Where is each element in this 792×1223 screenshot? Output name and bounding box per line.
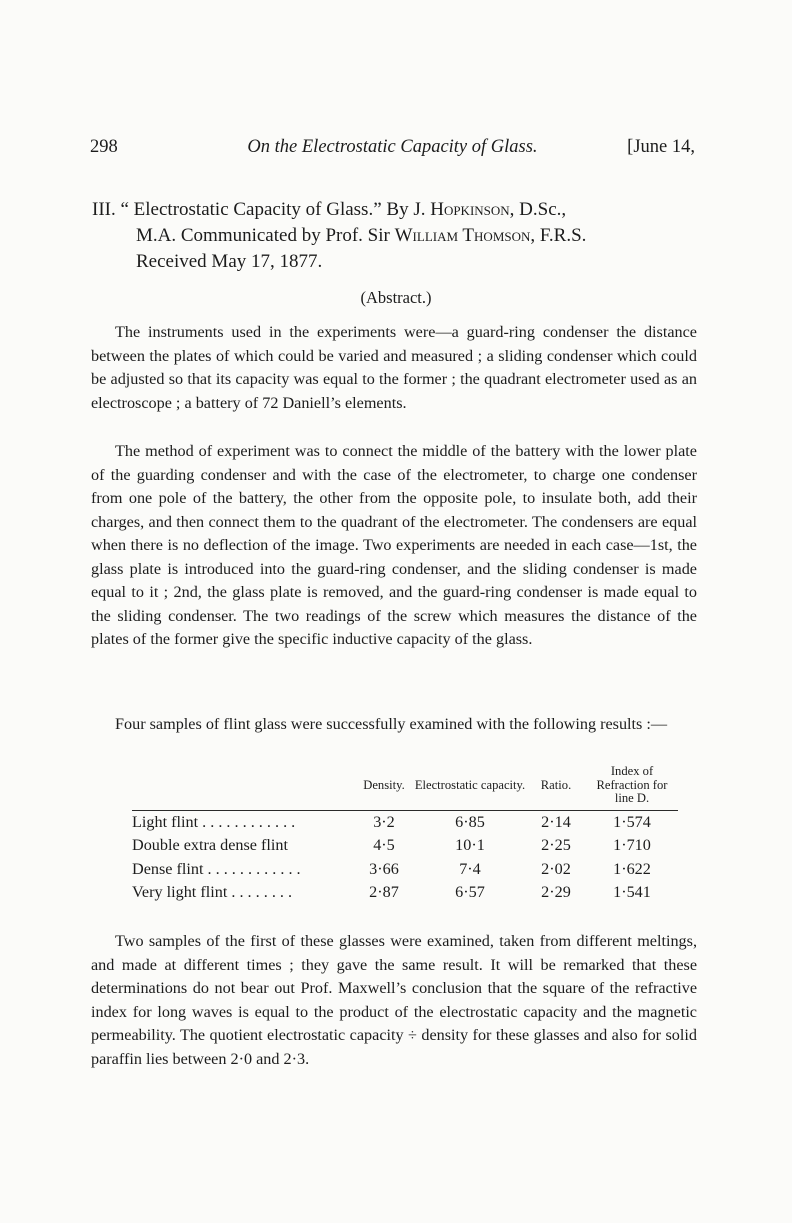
density-value: 2·87 [369,883,399,901]
capacity-value: 7·4 [459,859,481,878]
density-value: 3·66 [369,859,399,878]
glass-name: Light flint . . . . . . . . . . . . [132,812,296,831]
table-header-row [132,765,678,810]
page-number: 298 [90,137,118,157]
refraction-value: 1·622 [613,859,651,878]
glass-name: Double extra dense flint [132,836,288,854]
communicator-suffix: F.R.S. [539,225,587,246]
glass-name: Very light flint . . . . . . . . [132,883,293,901]
header-density: Density. [354,765,414,810]
communicator-name: William Thomson, [394,225,536,246]
glass-name: Dense flint . . . . . . . . . . . . [132,859,301,878]
header-electrostatic-capacity: Electrostatic capacity. [414,765,526,810]
paragraph-samples: Four samples of flint glass were successfully examined with the following results :— [115,715,668,733]
section-numeral: III. [92,199,116,220]
table-row [132,858,678,882]
article-title [92,197,696,275]
title-text: “ Electrostatic Capacity of Glass.” [120,199,382,220]
running-header [90,137,695,167]
author-degrees: D.Sc., [519,199,567,220]
table-row [132,834,678,858]
ratio-value: 2·25 [541,836,571,854]
ratio-value: 2·29 [541,883,571,901]
capacity-value: 6·57 [455,883,485,901]
results-table [132,765,678,905]
author-name: Hopkinson, [430,199,515,220]
paragraph-instruments: The instruments used in the experiments were—a guard-ring condenser the distance between the plates of which could be varied and measured ; a sliding condenser which could be adjusted so that its capacity was equal to the former ; the quadrant electrometer used as an electroscope ; a battery of 72 Daniell’s elements. [91,323,697,412]
title-line-2 [92,223,696,249]
refraction-value: 1·710 [613,836,651,854]
density-value: 4·5 [373,836,395,854]
refraction-value: 1·541 [613,883,651,901]
communicated-by: M.A. Communicated by Prof. Sir [136,225,390,246]
ratio-value: 2·14 [541,812,571,831]
paragraph-conclusion: Two samples of the first of these glasses were examined, taken from different meltings, and made at different times ; they gave the same result. It will be remarked that these determinations do not bear out Prof. Maxwell’s conclusion that the square of the refractive index for long waves is equal to the product of the electrostatic capacity and the magnetic permeability. The quotient electrostatic capacity ÷ density for these glasses and also for solid paraffin lies between 2·0 and 2·3. [91,932,697,1068]
abstract-label: (Abstract.) [360,288,432,307]
capacity-value: 6·85 [455,812,485,831]
refraction-value: 1·574 [613,812,651,831]
by-label: By J. [386,199,426,220]
table-row [132,810,678,834]
paragraph-method: The method of experiment was to connect the middle of the battery with the lower plate of the guarding condenser and with the case of the electrometer, to charge one condenser from one pole of the battery, the other from the opposite pole, to insulate both, add their charges, and then connect them to the quadrant of the electrometer. The condensers are equal when there is no deflection of the image. Two experiments are needed in each case—1st, the glass plate is introduced into the guard-ring condenser, and the sliding condenser is made equal to it ; 2nd, the glass plate is removed, and the guard-ring condenser is made equal to the sliding condenser. The two readings of the screw which measures the distance of the plates of the former give the specific inductive capacity of the glass. [91,442,697,648]
header-ratio: Ratio. [526,765,586,810]
running-title: On the Electrostatic Capacity of Glass. [247,137,538,157]
ratio-value: 2·02 [541,859,571,878]
capacity-value: 10·1 [455,836,485,854]
header-glass [132,765,354,810]
density-value: 3·2 [373,812,395,831]
received-date: Received May 17, 1877. [136,251,323,272]
header-refraction-index: Index of Refraction for line D. [586,765,678,810]
running-date: [June 14, [627,137,695,157]
table-row [132,881,678,905]
